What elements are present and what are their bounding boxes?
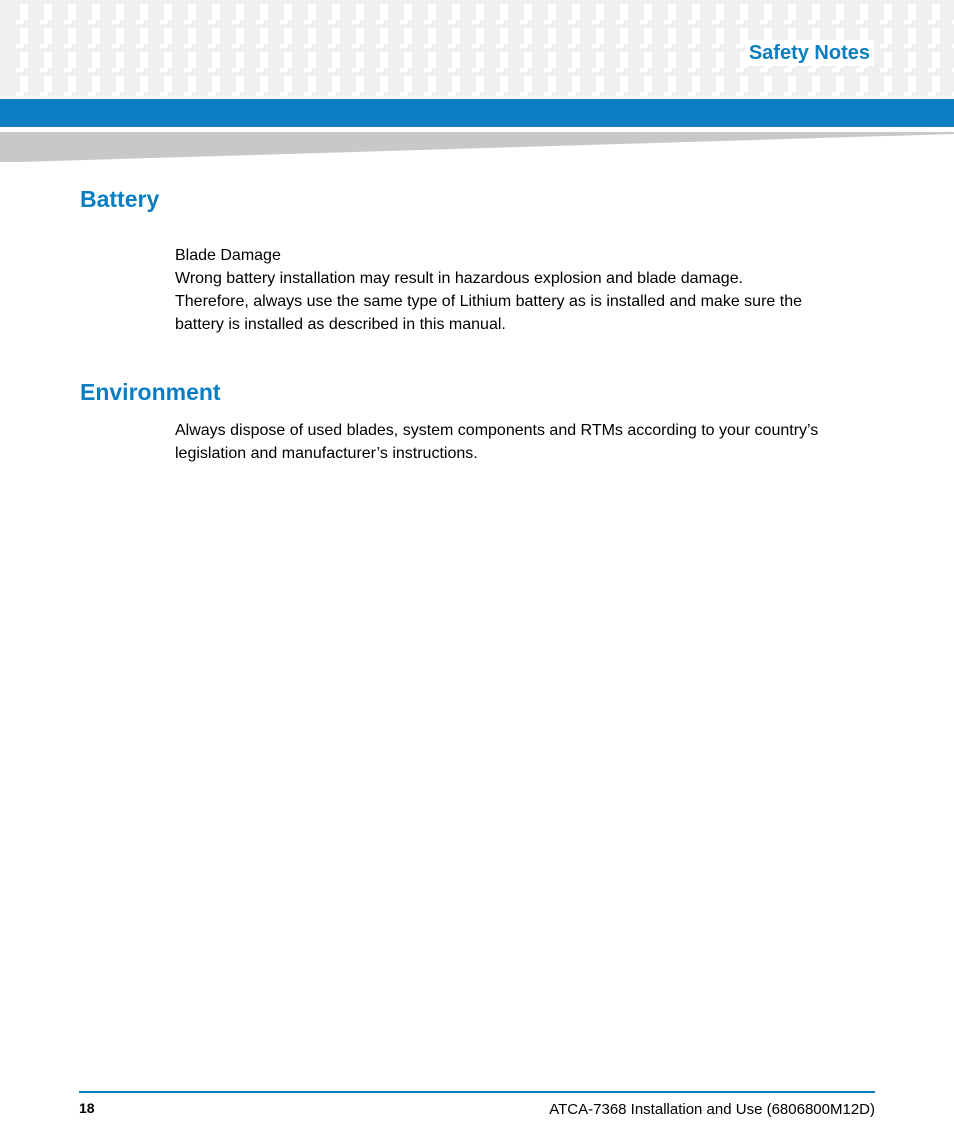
section-heading-battery: Battery [80, 186, 160, 212]
section-heading-environment: Environment [80, 379, 221, 405]
document-title: ATCA-7368 Installation and Use (6806800M12D) [549, 1101, 875, 1118]
environment-paragraph-line-2: legislation and manufacturer’s instructions. [175, 445, 478, 462]
chapter-title: Safety Notes [745, 40, 874, 66]
battery-paragraph-line-2: Therefore, always use the same type of Lithium battery as is installed and make sure the [175, 293, 802, 310]
page-number: 18 [79, 1100, 95, 1116]
header-blue-bar [0, 99, 954, 127]
battery-paragraph-line-3: battery is installed as described in this manual. [175, 316, 506, 333]
environment-paragraph-line-1: Always dispose of used blades, system components and RTMs according to your country’s [175, 422, 819, 439]
notice-title: Blade Damage [175, 247, 281, 264]
battery-paragraph-line-1: Wrong battery installation may result in hazardous explosion and blade damage. [175, 270, 744, 287]
footer-rule [79, 1091, 875, 1093]
header-gray-wedge [0, 132, 954, 162]
